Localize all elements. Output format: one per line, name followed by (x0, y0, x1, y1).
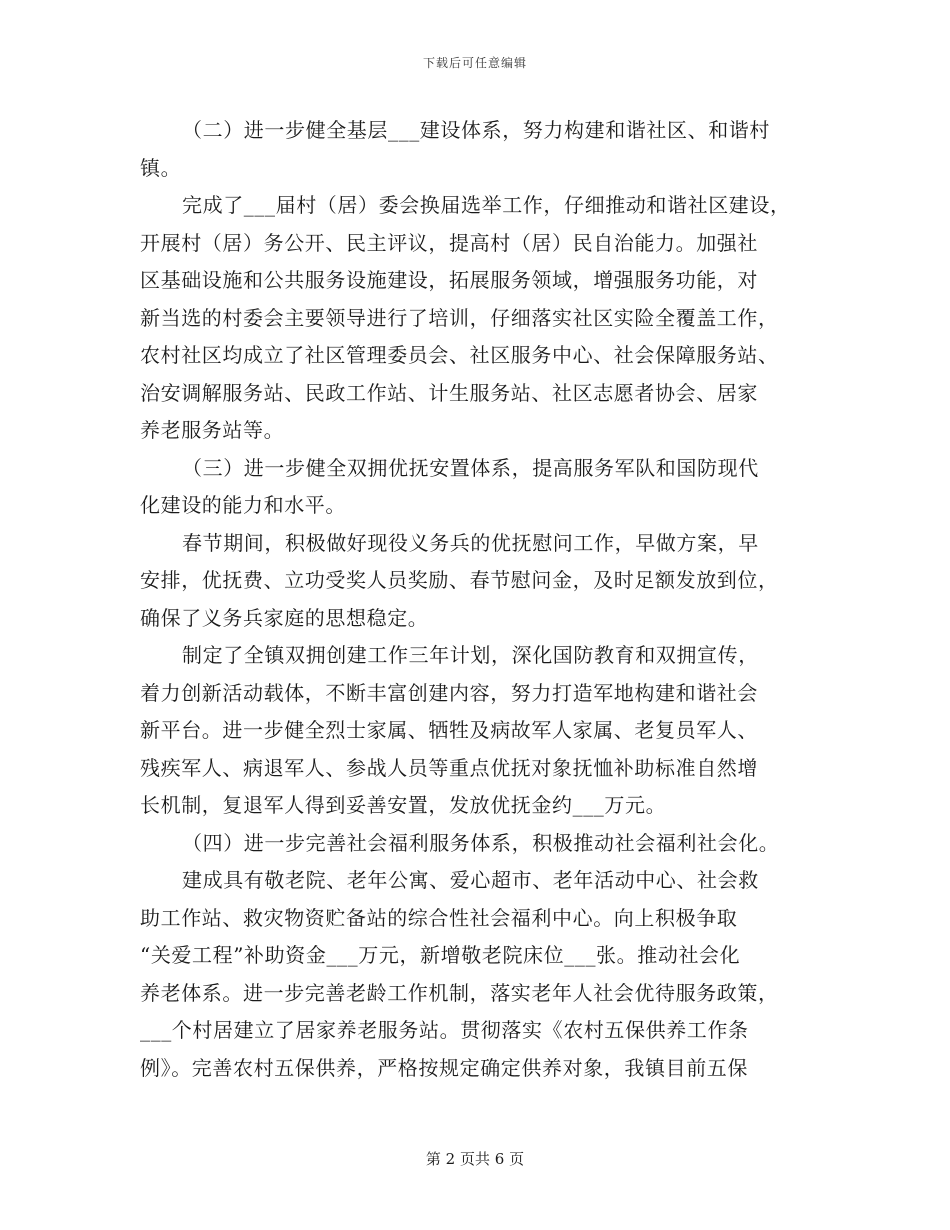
text-line: 制定了全镇双拥创建工作三年计划，深化国防教育和双拥宣传， (182, 643, 759, 667)
text-line: 新当选的村委会主要领导进行了培训，仔细落实社区实险全覆盖工作， (140, 305, 779, 330)
page-number-footer: 第 2 页共 6 页 (425, 1150, 525, 1168)
text-line: 助工作站、救灾物资贮备站的综合性社会福利中心。向上积极争取 (140, 905, 738, 930)
text-line: 安排，优抚费、立功受奖人员奖励、春节慰问金，及时足额发放到位， (140, 568, 779, 592)
text-line: 镇。 (140, 155, 182, 180)
text-line: 养老服务站等。 (140, 418, 285, 442)
text-line: 长机制，复退军人得到妥善安置，发放优抚金约___万元。 (140, 793, 667, 817)
paragraph-spring-festival (140, 525, 820, 638)
text-line: 养老体系。进一步完善老龄工作机制，落实老年人社会优待服务政策， (140, 980, 779, 1005)
text-line: 区基础设施和公共服务设施建设，拓展服务领域，增强服务功能，对 (140, 268, 758, 292)
paragraph-section-3-heading (140, 450, 820, 525)
text-line: 新平台。进一步健全烈士家属、牺牲及病故军人家属、老复员军人、 (140, 718, 758, 742)
text-line: 开展村（居）务公开、民主评议，提高村（居）民自治能力。加强社 (140, 230, 758, 255)
text-line: （四）进一步完善社会福利服务体系，积极推动社会福利社会化。 (182, 830, 780, 855)
text-line: 农村社区均成立了社区管理委员会、社区服务中心、社会保障服务站、 (140, 343, 779, 367)
text-line: 化建设的能力和水平。 (140, 493, 346, 517)
text-line: 例》。完善农村五保供养，严格按规定确定供养对象，我镇目前五保 (140, 1055, 748, 1080)
text-line: ___个村居建立了居家养老服务站。贯彻落实《农村五保供养工作条 (140, 1018, 749, 1042)
paragraph-section-4-heading (140, 825, 820, 863)
text-line: 确保了义务兵家庭的思想稳定。 (140, 605, 429, 630)
page-header-note: 下载后可任意编辑 (422, 56, 527, 70)
paragraph-community-elections (140, 187, 820, 450)
text-line: 治安调解服务站、民政工作站、计生服务站、社区志愿者协会、居家 (140, 380, 758, 405)
text-line: （二）进一步健全基层___建设体系，努力构建和谐社区、和谐村 (182, 118, 770, 142)
text-line: “关爱工程”补助资金___万元，新增敬老院床位___张。推动社会化 (140, 943, 741, 967)
text-line: 春节期间，积极做好现役义务兵的优抚慰问工作，早做方案，早 (182, 530, 759, 555)
text-line: 残疾军人、病退军人、参战人员等重点优抚对象抚恤补助标准自然增 (140, 755, 758, 780)
paragraph-section-2-heading (140, 112, 820, 187)
text-line: （三）进一步健全双拥优抚安置体系，提高服务军队和国防现代 (182, 455, 759, 480)
document-body (140, 112, 820, 1087)
text-line: 着力创新活动载体，不断丰富创建内容，努力打造军地构建和谐社会 (140, 680, 758, 705)
text-line: 完成了___届村（居）委会换届选举工作，仔细推动和谐社区建设， (182, 193, 791, 217)
text-line: 建成具有敬老院、老年公寓、爱心超市、老年活动中心、社会救 (182, 868, 759, 892)
paragraph-welfare-center (140, 862, 820, 1087)
paragraph-double-support-plan (140, 637, 820, 825)
